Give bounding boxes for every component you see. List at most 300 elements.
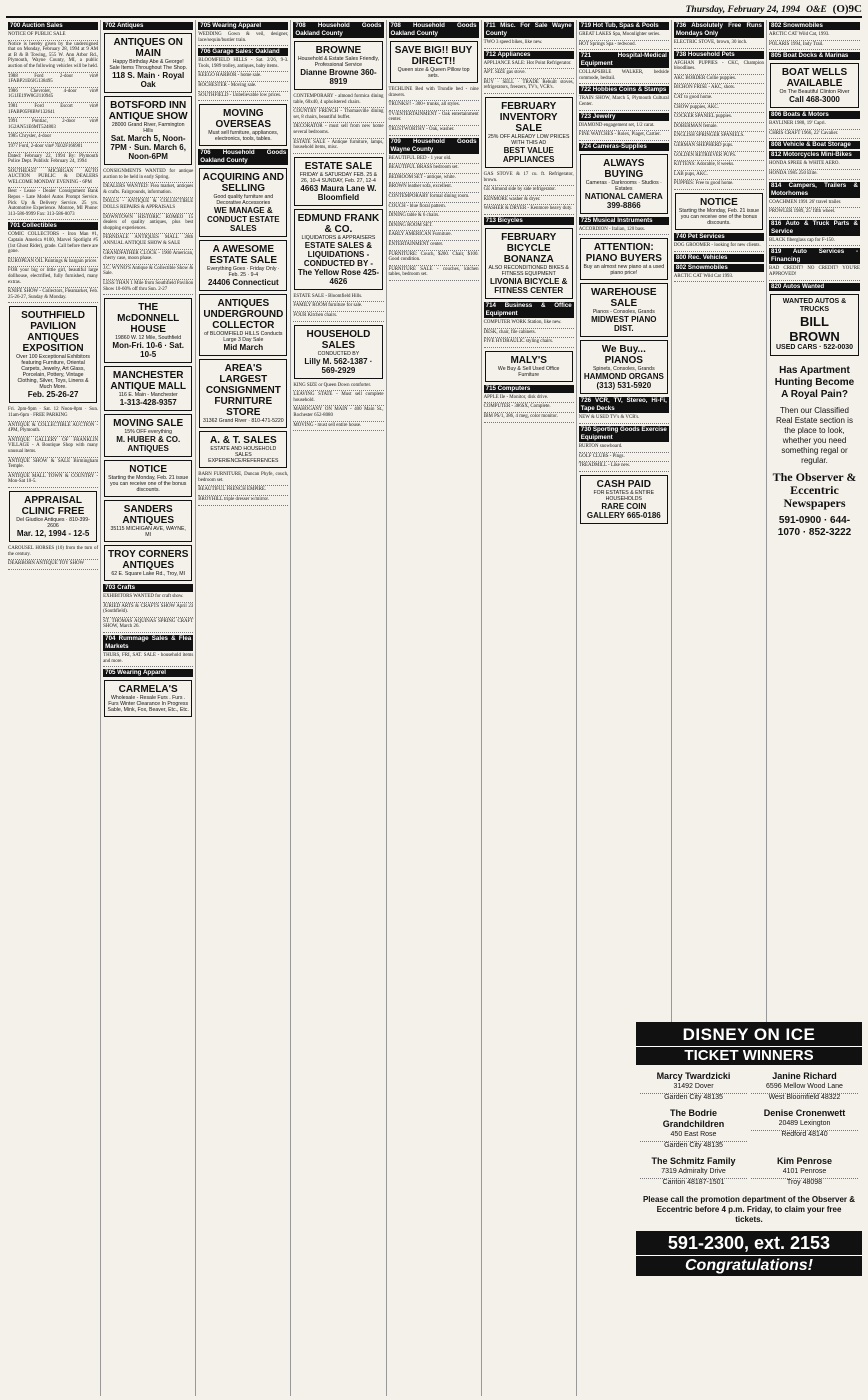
display-ad-footer: Dianne Browne 360-8919 [300, 68, 377, 86]
display-ad-footer: MIDWEST PIANO DIST. [591, 315, 657, 334]
classified-ad: J.C. WYNO'S Antique & Collectible Show & Sale. [103, 265, 193, 280]
category-header: 722 Hobbies Coins & Stamps [579, 86, 669, 94]
classified-ad: COMIC COLLECTORS - Iron Man #1, Captain America #100, Marvel Spotlight #5 (1st Ghost Rider), grade. Call before there are gone. [8, 231, 98, 257]
classified-ad: ENGLISH SPRINGER SPANIELS. [674, 132, 764, 142]
congratulations-banner: Congratulations! [636, 1255, 862, 1276]
display-ad [485, 228, 573, 299]
classified-ad: BEAUTIFUL FRENCH EMPIRE. [198, 486, 288, 496]
classified-ad: LEAVING STATE - Must sell complete household. [293, 391, 383, 406]
category-header: 726 VCR, TV, Stereo, Hi-Fi, Tape Decks [580, 397, 667, 413]
classified-ad: BEAUTIFUL BED - 1 year old. [389, 155, 479, 165]
folio-section: O&E [806, 5, 827, 15]
classified-ad: TWO 3 speed bikes, like new. [484, 39, 574, 49]
claim-note: Please call the promotion department of the Observer & Eccentric before 4 p.m. Friday, to claim your free tickets. [642, 1195, 856, 1224]
display-ad-headline: NOTICE [700, 196, 738, 208]
category-header: 819 Auto Services - Financing [771, 248, 858, 264]
display-ad-body: 35115 MICHIGAN AVE, WAYNE, MI [110, 526, 186, 539]
display-ad-headline: MALY'S [510, 354, 547, 366]
classified-ad: FAMILY ROOM furniture for sale. [293, 302, 383, 312]
category-header: 703 Crafts [103, 584, 193, 592]
category-header: 701 Collectibles [8, 222, 98, 230]
classified-ad: DINING table & 6 chairs. [389, 212, 479, 222]
classified-ad: TRUNKS!! - 300+ trunks, all styles. [389, 101, 479, 111]
classified-ad: NEW & USED TV's & VCR's. [579, 414, 669, 424]
display-ad [294, 209, 382, 290]
classified-column [101, 20, 196, 1396]
category-header: 800 Rec. Vehicles [674, 254, 764, 262]
classified-ad: TREADMILL - Like new. [579, 462, 669, 472]
winner-addr: 7319 Admiralty Drive [640, 1167, 747, 1179]
display-ad-footer: Mid March [223, 343, 264, 353]
classified-ad: BEAUTIFUL BRASS bedroom set. [389, 164, 479, 174]
display-ad-headline: FEBRUARY BICYCLE BONANZA [501, 231, 557, 265]
display-ad-footer: 118 S. Main · Royal Oak [112, 71, 185, 89]
display-ad-body: CONDUCTED BY [317, 350, 360, 357]
category-header: 806 Boats & Motors [769, 111, 860, 119]
folio-page-number: (O)9C [832, 3, 862, 15]
display-ad-body: Starting the Monday, Feb. 21 issue you can receive one of the bonus discounts. [678, 207, 759, 226]
display-ad-footer: Mon-Fri. 10-6 · Sat. 10-5 [112, 341, 184, 360]
display-ad [104, 500, 192, 542]
apartment-hunting-promo [769, 359, 860, 550]
display-ad-headline: AREA'S LARGEST CONSIGNMENT FURNITURE STORE [205, 363, 281, 419]
category-header: 715 Computers [484, 385, 574, 393]
classified-ad: CONTEMPORARY formal dining room. [389, 193, 479, 203]
classified-ad: ESTATE SALE - Bloomfield Hills. [293, 293, 383, 303]
display-ad [199, 294, 287, 356]
classified-ad: ANTIQUE SHOW & SALE Birmingham Temple. [8, 458, 98, 473]
classified-ad: NOTICE OF PUBLIC SALE [8, 31, 98, 41]
category-header: 802 Snowmobiles [769, 22, 860, 30]
display-ad-headline: APPRAISAL CLINIC FREE [21, 494, 85, 517]
winner-city: Canton 48187-1501 [662, 1179, 725, 1186]
display-ad-headline: BOTSFORD INN ANTIQUE SHOW [108, 100, 188, 122]
classified-ad: Fri. 2pm-9pm · Sat. 12 Noon-8pm · Sun. 11am-6pm · FREE PARKING [8, 406, 98, 421]
category-header: 712 Appliances [484, 51, 574, 59]
display-ad-footer: ESTATE SALES & LIQUIDATIONS - CONDUCTED BY - The Yellow Rose 425-4626 [297, 240, 380, 286]
display-ad [580, 283, 668, 337]
winner-entry [640, 1156, 747, 1187]
category-header: 704 Rummage Sales & Flea Markets [105, 635, 192, 651]
classified-column [196, 20, 291, 1396]
display-ad-headline: WAREHOUSE SALE [591, 287, 657, 310]
classified-ad: APPLE IIe - Monitor, disk drive. [484, 394, 574, 404]
classified-ad: DEALERS WANTED: Flea market, antiques & crafts. Fairgrounds, information. [103, 183, 193, 198]
classified-ad: MAHOGANY ON MAIN - 400 Main St., Rochester 652-8080 [293, 406, 383, 421]
category-header: 714 Business & Office Equipment [485, 301, 572, 317]
display-ad-body: Del Giudice Antiques · 810-399-2606 [16, 516, 90, 529]
display-ad-footer: LIVONIA BICYCLE & FITNESS CENTER [489, 276, 568, 295]
display-ad [390, 41, 478, 83]
category-header: 805 Boat Docks & Marinas [769, 52, 860, 60]
category-header: 705 Wearing Apparel [198, 22, 288, 30]
classified-ad: EUROPEAN OIL Paintings & bargain prices [8, 258, 98, 268]
display-ad [580, 238, 668, 280]
disney-subtitle: TICKET WINNERS [636, 1046, 862, 1065]
display-ad [294, 41, 382, 90]
winner-city: Redford 48140 [781, 1131, 828, 1138]
display-ad [104, 545, 192, 581]
display-ad [294, 325, 382, 379]
bill-brown-line: WANTED AUTOS & TRUCKS [782, 297, 847, 313]
classified-ad: DOLLS - ANTIQUE & COLLECTIBLE DOLLS REPAIRS & APPRAISALS [103, 198, 193, 213]
winner-name: Denise Cronenwett [763, 1108, 846, 1118]
classified-ad: BROWN leather sofa, excellent. [389, 183, 479, 193]
classified-ad: JURIED ARTS & CRAFTS SHOW April 23 (Southfield). [103, 603, 193, 618]
display-ad [485, 97, 573, 168]
display-ad-body: Queen size & Queen Pillow top sets. [397, 67, 470, 79]
display-ad-headline: BOAT WELLS AVAILABLE [781, 67, 848, 90]
category-header: 723 Jewelry [579, 113, 669, 121]
display-ad-body: 28000 Grand River, Farmington Hills [111, 122, 185, 134]
display-ad-body: Good quality furniture and Decorative Accessories [213, 194, 274, 207]
classified-ad: FERNDALE ANTIQUES MALL 28th ANNUAL ANTIQUE SHOW & SALE [103, 234, 193, 249]
folio-date: Thursday, February 24, 1994 [685, 5, 801, 15]
display-ad-body: Everything Goes · Friday Only · Feb. 25 · 9-4 [206, 266, 280, 279]
display-ad-headline: CARMELA'S [118, 684, 178, 696]
classified-column [6, 20, 101, 1396]
classified-ad: BEDROOM SET - antique, white. [389, 174, 479, 184]
classified-ad: CONSIGNMENTS WANTED for antique auction to be held in early Spring. [103, 168, 193, 183]
classified-ad: DOWNTOWN HISTORIC ROMEO 15 dealers of quality antiques, plus best shopping experiences. [103, 214, 193, 235]
display-ad [104, 366, 192, 411]
display-ad [580, 340, 668, 394]
display-ad-headline: NOTICE [129, 464, 168, 476]
classified-ad: BAYLINER 1988, 19' Capri. [769, 120, 860, 130]
winner-entry [751, 1108, 858, 1150]
display-ad-body: 62 E. Square Lake Rd., Troy, MI [111, 571, 186, 578]
classified-ad: BARN FURNITURE, Duncan Phyfe, couch, bedroom set. [198, 471, 288, 486]
classified-ad: COACHMEN 1991 26' travel trailer. [769, 199, 860, 209]
classified-ad: HONDA 1985 250 Elite. [769, 170, 860, 180]
category-header: 713 Bicycles [484, 217, 574, 225]
classified-ad: CHOW puppies, AKC. [674, 104, 764, 114]
display-ad-headline: MOVING OVERSEAS [215, 108, 272, 131]
category-header: 725 Musical Instruments [579, 217, 669, 225]
display-ad-footer: Sat. March 5, Noon-7PM · Sun. March 6, Noon-6PM [110, 134, 186, 161]
winner-city: Garden City 48135 [664, 1142, 723, 1149]
winner-name: Marcy Twardzicki [656, 1071, 731, 1081]
classified-ad: LESS THAN 1 Mile from Southfield Pavilion Show 10-60% off thru Sun. 2-27 [103, 280, 193, 295]
display-ad [580, 154, 668, 214]
display-ad-body: FRIDAY & SATURDAY FEB. 25 & 26, 10-4 SUNDAY, Feb. 27, 12-4 [299, 171, 378, 184]
category-header: 816 Auto & Truck Parts & Service [771, 219, 858, 235]
display-ad-headline: MANCHESTER ANTIQUE MALL [110, 370, 186, 393]
classified-ad: HONDA SPREE & WHITE AERO. [769, 160, 860, 170]
display-ad-headline: CASH PAID [596, 478, 651, 490]
classified-ad: GREAT LAKES Spa, Moonlighter series. [579, 31, 669, 41]
classified-ad: BROYHILL triple dresser w/mirror. [198, 496, 288, 506]
display-ad-headline: A. & T. SALES [209, 435, 277, 447]
classified-ad: KITTENS: Adorable, 8 weeks. [674, 161, 764, 171]
classified-ad: COCKER SPANIEL puppies. [674, 113, 764, 123]
classified-ad: APPLIANCE SALE: Hot Point Refrigerator. [484, 60, 574, 70]
folio-line [6, 4, 862, 18]
category-header: 736 Absolutely Free Runs Mondays Only [675, 22, 762, 37]
display-ad-headline: SAVE BIG!! BUY DIRECT!! [394, 45, 473, 67]
classified-ad: DOG GROOMER - looking for new clients. [674, 242, 764, 252]
winner-name: Janine Richard [772, 1071, 837, 1081]
classified-ad: PROWLER 1989, 25' fifth wheel. [769, 208, 860, 218]
display-ad-headline: ALWAYS BUYING [603, 157, 645, 180]
classified-ad: AFGHAN PUPPIES - CKC, Champion bloodlines. [674, 60, 764, 75]
classified-ad: ANTIQUE MALL TOWN & COUNTRY - Mon-Sat 10-5. [8, 473, 98, 488]
display-ad-body: 31362 Grand River · 810-471-5220 [202, 418, 284, 425]
display-ad-body: Household & Estate Sales Friendly, Professional Service [297, 56, 380, 68]
category-header: 706 Garage Sales: Oakland [198, 48, 288, 56]
display-ad-headline: A AWESOME ESTATE SALE [209, 244, 278, 267]
display-ad-footer: Feb. 25-26-27 [27, 390, 79, 400]
category-header: 730 Sporting Goods Exercise Equipment [580, 425, 667, 441]
classified-ad: POLARIS 1994, Indy Trail. [769, 41, 860, 51]
classified-ad: COUCH - blue floral pattern. [389, 203, 479, 213]
category-header: 708 Household Goods Oakland County [295, 22, 382, 37]
display-ad-headline: SANDERS ANTIQUES [122, 504, 175, 527]
category-header: 721 Hospital-Medical Equipment [580, 52, 667, 68]
display-ad [199, 431, 287, 468]
display-ad-headline: TROY CORNERS ANTIQUES [107, 549, 189, 572]
classified-column [291, 20, 386, 1396]
winner-name: Kim Penrose [776, 1156, 833, 1166]
display-ad [9, 491, 97, 542]
display-ad-body: FOR ESTATES & ENTIRE HOUSEHOLDS [593, 489, 655, 502]
classified-ad: FINE WATCHES - Rolex, Piaget, Cartier. [579, 131, 669, 141]
display-ad [104, 460, 192, 497]
classified-ad: BAD CREDIT? NO CREDIT? YOU'RE APPROVED! [769, 265, 860, 280]
display-ad-body: Wholesale - Resale Furs . Furs . Furs Winter Clearance In Progress Sable, Mink, Fox, Beaver, Etc., Etc. [107, 695, 189, 714]
display-ad-headline: FEBRUARY INVENTORY SALE [499, 100, 558, 134]
display-ad [104, 414, 192, 457]
classified-ad: TECHLINE Bed with Trundle bed - nine drawers. [389, 86, 479, 101]
category-header: 812 Motorcycles Mini-Bikes [769, 151, 860, 159]
classified-ad: KNIFE SHOW - Collectors, Fleamarket, Feb. 25-26-27, Sunday & Monday. [8, 288, 98, 303]
category-header: 802 Snowmobiles [674, 264, 764, 272]
display-ad-body: 15% OFF everything [124, 429, 172, 436]
classified-ad: GAS STOVE & 17 cu. ft. Refrigerator, brown. [484, 171, 574, 186]
classified-ad: COLLAPSIBLE WALKER, bedside commode, bedrail. [579, 69, 669, 84]
classified-ad: DEARBORN ANTIQUE TOY SHOW [8, 560, 98, 570]
classified-ad: EARLY AMERICAN Furniture. [389, 231, 479, 241]
classified-ad: HOT Springs Spa - redwood. [579, 41, 669, 51]
classified-ad: FOUR Kitchen chairs. [293, 312, 383, 322]
display-ad-headline: EDMUND FRANK & CO. [297, 212, 380, 235]
display-ad-body: Buy an almost new piano at a used piano price! [583, 264, 665, 277]
display-ad-body: 25% OFF ALREADY LOW PRICES WITH THIS AD [487, 133, 570, 146]
display-ad [104, 96, 192, 165]
classified-ad: 1981 Ford Escort vin# 1FABP05F8BW132641 [8, 103, 98, 118]
classified-ad: EXHIBITORS WANTED for craft show. [103, 593, 193, 603]
classified-ad: DESK, chair, file cabinets. [484, 329, 574, 339]
display-ad-footer: HAMMOND ORGANS (313) 531-5920 [583, 372, 664, 391]
winner-name: The Schmitz Family [651, 1156, 736, 1166]
classified-ad: CAROUSEL HORSES (10) from the turn of the century. [8, 545, 98, 560]
winner-addr: 6596 Mellow Wood Lane [751, 1082, 858, 1094]
category-header: 820 Autos Wanted [769, 283, 860, 291]
classified-ad: 1991 Pontiac, 2-door vin# 1G2AN51E6MT524803 [8, 118, 98, 133]
classified-ad: FURNITURE: Couch, $200. Chair, $100. Good condition. [389, 251, 479, 266]
display-ad-footer: RARE COIN GALLERY 665-0186 [586, 501, 661, 520]
classified-ad: BUY · SELL · TRADE Rebuilt stoves, refrigerators, freezers, TV's, VCR's. [484, 79, 574, 94]
classified-ad: LAB pups, AKC. [674, 171, 764, 181]
winner-city: West Bloomfield 48322 [768, 1094, 841, 1101]
winner-entry [751, 1071, 858, 1102]
classified-ad: BICHON FRISE - AKC, shots. [674, 84, 764, 94]
classified-ad: KING SIZE or Queen Down comforter. [293, 382, 383, 392]
display-ad-footer: 24406 Connecticut [207, 278, 279, 288]
display-ad [294, 157, 382, 206]
category-header: 708 Household Goods Oakland County [390, 22, 477, 37]
display-ad-body: Happy Birthday Abe & George! Sale Items Throughout The Shop. [109, 59, 188, 71]
display-ad-headline: ACQUIRING AND SELLING [202, 172, 284, 195]
classified-ad: GOLF CLUBS - Pings. [579, 453, 669, 463]
promo-line: Has Apartment Hunting Become A Royal Pain? [774, 364, 855, 400]
classified-ad: ACCORDION - Italian, 120 bass. [579, 226, 669, 236]
display-ad-body: Over 100 Exceptional Exhibitors featuring Furniture, Oriental Carpets, Jewelry, Art Glass, Porcelain, Pottery, Vintage Clothing, Silver, Toys, Linens & Much More. [16, 354, 90, 391]
display-ad-body: Pianos - Consoles, Grands [592, 309, 655, 316]
display-ad-footer: NATIONAL CAMERA 399-8866 [584, 191, 663, 210]
classified-ad: CAT to good home. [674, 94, 764, 104]
classified-ad: MOVING - must sell entire house. [293, 422, 383, 432]
classified-ad: Dated: February 22, 1994 By: Plymouth Police Dept. Publish: February 24, 1994 [8, 153, 98, 168]
display-ad-body: LIQUIDATORS & APPRAISERS [301, 234, 376, 241]
classified-ad: DOBERMAN female. [674, 123, 764, 133]
classified-ad: Best - Lease - Dealer Consignment Bank Repos - Late Model Autos Prompt Service. Pick Up & Delivery Service. 25 yrs. Automotive Experience. Monroe, MI Phone: 313-586-9999 Fax: 313-586-0073 [8, 188, 98, 220]
category-header: 711 Misc. For Sale Wayne County [485, 22, 572, 37]
category-header: 709 Household Goods Wayne County [390, 137, 477, 153]
classified-ad: AKC BORDER Collie puppies. [674, 75, 764, 85]
display-ad [104, 298, 192, 363]
display-ad-footer: 1-313-428-9357 [119, 398, 177, 408]
classified-ad: BLOOMFIELD HILLS - Sat. 2/26, 9-3. Tools, 1989 trolley, antiques, baby items. [198, 57, 288, 72]
classified-ad: ELECTRIC STOVE, brown, 30 inch. [674, 39, 764, 49]
display-ad-headline: ANTIQUES ON MAIN [113, 37, 183, 59]
classified-ad: DINING ROOM SET. [389, 222, 479, 232]
category-header: 808 Vehicle & Boat Storage [769, 141, 860, 149]
classified-ad: DIAMOND engagement set, 1/2 carat. [579, 122, 669, 132]
classified-ad: 1986 Chevrolet, 4-door vin# 1G1JE19W8GJ110945 [8, 88, 98, 103]
promo-line: The Observer & Eccentric Newspapers [772, 469, 857, 510]
display-ad-headline: HOUSEHOLD SALES [306, 328, 371, 351]
classified-ad: FURNITURE SALE - couches, kitchen tables, bedroom set. [389, 266, 479, 281]
display-ad [675, 193, 763, 230]
display-ad-body: We Buy & Sell Used Office Furniture [497, 365, 560, 378]
classified-ad: GOLDEN RETRIEVER PUPS. [674, 152, 764, 162]
classified-ad: SOUTHFIELD - Unbelievable low prices. [198, 92, 288, 102]
classified-column [387, 20, 482, 1396]
display-ad-headline: BROWNE [315, 45, 362, 56]
classified-ad: TV/ENTERTAINMENT - Oak entertainment center. [389, 111, 479, 126]
classified-ad: FOR your big or little girl, beautiful large dollhouse, electrified, fully furnished, many extras. [8, 267, 98, 288]
winner-name: The Bodrie Grandchildren [662, 1108, 725, 1129]
classified-ad: IBM PS/1, 386, 4 meg, color monitor. [484, 413, 574, 423]
classified-ad: ENTERTAINMENT center. [389, 241, 479, 251]
category-header: 702 Antiques [103, 22, 193, 30]
classified-ad: ROCHESTER - Moving sale. [198, 82, 288, 92]
display-ad-footer: BEST VALUE APPLIANCES [502, 145, 555, 164]
bill-brown-line: BILL BROWN [789, 313, 840, 344]
display-ad-footer: Mar. 12, 1994 - 12-5 [16, 528, 90, 538]
classified-ad: 1977 Ford, 2-door vin# 7E02F166901 [8, 143, 98, 153]
display-ad-headline: ESTATE SALE [304, 160, 373, 172]
display-ad-footer: Call 468-3000 [789, 95, 840, 105]
classified-ad: COMPUTER - 386SX, Complete. [484, 403, 574, 413]
bill-brown-line: USED CARS · 522-0030 [775, 343, 854, 351]
display-ad [199, 168, 287, 237]
classified-ad: GRANDFATHER CLOCK - 1900 American, cherry case, moon phase. [103, 250, 193, 265]
classified-ad: BLACK fiberglass cap for F-150. [769, 237, 860, 247]
winner-addr: 4101 Penrose [751, 1167, 858, 1179]
disney-on-ice-winners-ad [636, 1022, 862, 1396]
classified-ad: COMPUTER WORK Station, like new. [484, 319, 574, 329]
classified-ad: CONTEMPORARY - almond formica dining table, 60x40, 4 upholstered chairs. [293, 93, 383, 108]
category-header: 705 Wearing Apparel [103, 669, 193, 677]
category-header: 740 Pet Services [674, 233, 764, 241]
category-header: 719 Hot Tub, Spas & Pools [579, 22, 669, 30]
classified-ad: PUPPIES: Free to good home. [674, 180, 764, 190]
claim-phone: 591-2300, ext. 2153 [636, 1231, 862, 1255]
winner-city: Troy 48098 [786, 1179, 823, 1186]
classified-ad: 1985 Chrysler, 4-door [8, 133, 98, 143]
display-ad-body: Spinets, Consoles, Grands [592, 366, 655, 373]
winners-list [636, 1065, 862, 1193]
classified-ad: KENMORE washer & dryer. [484, 196, 574, 206]
display-ad-body: 116 E. Main - Manchester [118, 392, 178, 399]
classified-ad: THURS, FRI, SAT. SALE - household items and more. [103, 652, 193, 667]
display-ad-footer: 4663 Maura Lane W. Bloomfield [300, 183, 377, 202]
category-header: 814 Campers, Trailers & Motorhomes [771, 181, 858, 197]
display-ad-headline: MOVING SALE [113, 418, 184, 430]
classified-ad: GE Almond side by side refrigerator. [484, 186, 574, 196]
display-ad [199, 104, 287, 146]
classified-ad: CHRIS CRAFT 1966, 22' Cavalier. [769, 130, 860, 140]
classified-ad: ARCTIC CAT Wild Cat 1993. [674, 273, 764, 283]
display-ad [104, 33, 192, 93]
display-ad-body: of BLOOMFIELD HILLS Conducts Large 3 Day Sale [204, 331, 283, 344]
display-ad [104, 680, 192, 717]
classified-ad: BURTON snowboard. [579, 443, 669, 453]
display-ad-body: ESTATE AND HOUSEHOLD SALES EXPERIENCE/REFERENCES [208, 446, 279, 465]
classified-ad: ST. THOMAS AQUINAS SPRING CRAFT SHOW, March 26. [103, 618, 193, 633]
classified-ad: ESTATE SALE - Antique furniture, lamps, household items, misc. [293, 139, 383, 154]
classified-ad: ANTIQUE GALLERY OF FRANKLIN VILLAGE - A Boutique Shop with many unusual items. [8, 437, 98, 458]
display-ad-body: Cameras · Darkrooms · Studios · Estates [585, 179, 662, 192]
classified-ad: ARCTIC CAT Wild Cat, 1993. [769, 31, 860, 41]
classified-ad: 1988 Ford 2-door vin# 1FABP21E6JG138495 [8, 73, 98, 88]
display-ad-footer: WE MANAGE & CONDUCT ESTATE SALES [207, 206, 280, 234]
display-ad [580, 475, 668, 524]
winner-entry [640, 1108, 747, 1150]
display-ad [199, 240, 287, 291]
winner-addr: 450 East Rose [640, 1130, 747, 1142]
category-header: 700 Auction Sales [8, 22, 98, 30]
classified-ad: Notice is hereby given by the undersigned that on Monday, February 28, 1994 at 9 AM at B & B Towing, 555 W. Ann Arbor Rd., Plymouth, Wayne County, MI, a public auction of the following vehicles will be held. [8, 41, 98, 73]
display-ad-footer: M. HUBER & CO. ANTIQUES [116, 435, 181, 454]
classified-ad: FIVE HYDRAULIC styling chairs. [484, 338, 574, 348]
display-ad-body: On The Beautiful Clinton River [779, 89, 850, 96]
bill-brown-ad [770, 294, 859, 356]
display-ad-footer: Lilly M. 562-1387 · 569-2929 [304, 356, 373, 375]
display-ad [770, 63, 859, 108]
disney-title: DISNEY ON ICE [636, 1024, 862, 1046]
classified-column [482, 20, 577, 1396]
winner-city: Garden City 48135 [664, 1094, 723, 1101]
promo-line: 591-0900 · 644-1070 · 852-3222 [777, 514, 852, 538]
category-header: 724 Cameras-Supplies [579, 143, 669, 151]
display-ad-body: 19860 W. 12 Mile, Southfield [115, 335, 182, 342]
display-ad [9, 306, 97, 403]
display-ad-body: ALSO RECONDITIONED BIKES & FITNESS EQUIPMENT [488, 264, 569, 277]
classified-ad: DECORATOR - must sell from new home several bedrooms. [293, 123, 383, 138]
